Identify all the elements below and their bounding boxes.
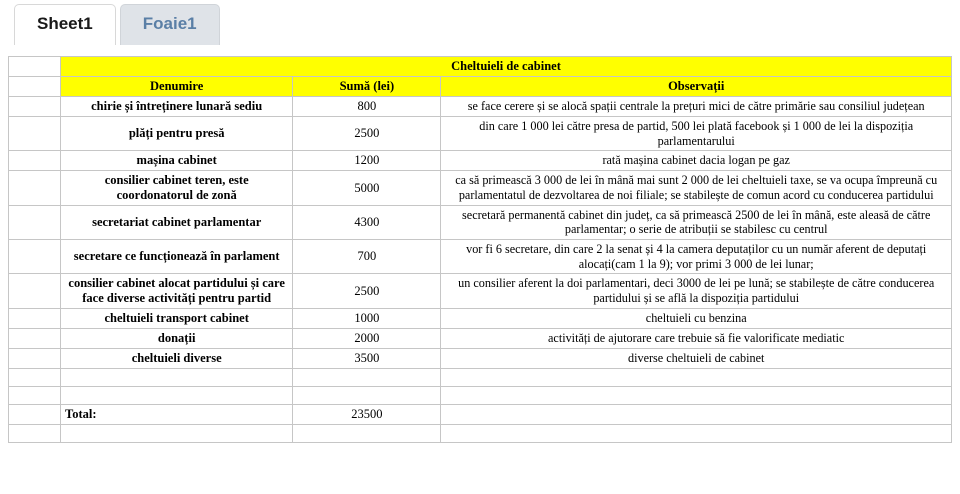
table-row[interactable] — [9, 117, 952, 151]
cell-sum[interactable]: 4300 — [293, 205, 441, 239]
cell-sum[interactable]: 2000 — [293, 328, 441, 348]
cell-name[interactable]: consilier cabinet teren, este coordonatorul de zonă — [61, 171, 293, 206]
tab-foaie1-label: Foaie1 — [142, 14, 197, 33]
cell-obs[interactable]: diverse cheltuieli de cabinet — [441, 348, 952, 368]
total-obs-cell[interactable] — [441, 404, 952, 424]
expenses-table — [8, 56, 952, 443]
row-gutter[interactable] — [9, 328, 61, 348]
cell-name[interactable]: consilier cabinet alocat partidului și care face diverse activități pentru partid — [61, 274, 293, 309]
cell-name[interactable]: secretariat cabinet parlamentar — [61, 205, 293, 239]
empty-cell[interactable] — [441, 424, 952, 442]
cell-obs[interactable]: cheltuieli cu benzina — [441, 308, 952, 328]
empty-cell[interactable] — [293, 386, 441, 404]
total-row[interactable] — [9, 404, 952, 424]
row-gutter[interactable] — [9, 151, 61, 171]
empty-cell[interactable] — [293, 368, 441, 386]
cell-name[interactable]: secretare ce funcționează în parlament — [61, 240, 293, 274]
table-title: Cheltuieli de cabinet — [61, 57, 952, 77]
table-row[interactable] — [9, 308, 952, 328]
table-row[interactable] — [9, 348, 952, 368]
empty-row[interactable] — [9, 368, 952, 386]
cell-obs[interactable]: vor fi 6 secretare, din care 2 la senat și 4 la camera deputaților cu un număr aferent de deputați alocați(cam 1 la 9); vor primi 3 000 de lei lunar; — [441, 240, 952, 274]
empty-cell[interactable] — [61, 368, 293, 386]
row-gutter[interactable] — [9, 386, 61, 404]
header-denumire: Denumire — [61, 77, 293, 97]
row-gutter[interactable] — [9, 368, 61, 386]
cell-sum[interactable]: 3500 — [293, 348, 441, 368]
cell-sum[interactable]: 1200 — [293, 151, 441, 171]
cell-sum[interactable]: 800 — [293, 97, 441, 117]
row-gutter[interactable] — [9, 97, 61, 117]
cell-sum[interactable]: 1000 — [293, 308, 441, 328]
row-gutter[interactable] — [9, 117, 61, 151]
tab-foaie1[interactable] — [120, 4, 220, 45]
row-gutter[interactable] — [9, 348, 61, 368]
empty-cell[interactable] — [293, 424, 441, 442]
cell-sum[interactable]: 700 — [293, 240, 441, 274]
cell-sum[interactable]: 5000 — [293, 171, 441, 206]
cell-obs[interactable]: un consilier aferent la doi parlamentari, deci 3000 de lei pe lună; se stabilește de către conducerea partidului și se află la dispoziția partidului — [441, 274, 952, 309]
empty-cell[interactable] — [61, 386, 293, 404]
total-label[interactable]: Total: — [61, 404, 293, 424]
row-gutter[interactable] — [9, 274, 61, 309]
tab-sheet1[interactable] — [14, 4, 116, 45]
table-row[interactable] — [9, 328, 952, 348]
table-row[interactable] — [9, 240, 952, 274]
header-observatii: Observații — [441, 77, 952, 97]
cell-obs[interactable]: din care 1 000 lei către presa de partid, 500 lei plată facebook și 1 000 de lei la dispoziția parlamentarului — [441, 117, 952, 151]
tab-sheet1-label: Sheet1 — [37, 14, 93, 33]
cell-obs[interactable]: ca să primească 3 000 de lei în mână mai sunt 2 000 de lei cheltuieli taxe, se va ocupa împreună cu parlamentatul de dezvoltarea de noi filiale; se stabilește de comun acord cu conducerea partidului — [441, 171, 952, 206]
cell-name[interactable]: donații — [61, 328, 293, 348]
row-gutter[interactable] — [9, 240, 61, 274]
table-row[interactable] — [9, 205, 952, 239]
table-title-row — [9, 57, 952, 77]
header-suma: Sumă (lei) — [293, 77, 441, 97]
empty-cell[interactable] — [61, 424, 293, 442]
cell-name[interactable]: cheltuieli diverse — [61, 348, 293, 368]
cell-obs[interactable]: activități de ajutorare care trebuie să fie valorificate mediatic — [441, 328, 952, 348]
cell-sum[interactable]: 2500 — [293, 117, 441, 151]
cell-sum[interactable]: 2500 — [293, 274, 441, 309]
total-value[interactable]: 23500 — [293, 404, 441, 424]
table-row[interactable] — [9, 274, 952, 309]
table-row[interactable] — [9, 171, 952, 206]
row-gutter[interactable] — [9, 171, 61, 206]
row-gutter[interactable] — [9, 77, 61, 97]
cell-obs[interactable]: rată mașina cabinet dacia logan pe gaz — [441, 151, 952, 171]
row-gutter[interactable] — [9, 404, 61, 424]
cell-name[interactable]: mașina cabinet — [61, 151, 293, 171]
sheet-tab-bar — [0, 0, 960, 46]
empty-cell[interactable] — [441, 386, 952, 404]
row-gutter[interactable] — [9, 205, 61, 239]
cell-obs[interactable]: secretară permanentă cabinet din județ, ca să primească 2500 de lei în mână, este aleasă de către parlamentar; o serie de atribuții se stabilesc cu centrul — [441, 205, 952, 239]
table-row[interactable] — [9, 151, 952, 171]
table-header-row — [9, 77, 952, 97]
cell-obs[interactable]: se face cerere și se alocă spații centrale la prețuri mici de către primărie sau consiliul județean — [441, 97, 952, 117]
row-gutter[interactable] — [9, 424, 61, 442]
sheet-grid[interactable] — [8, 56, 952, 443]
empty-row[interactable] — [9, 424, 952, 442]
cell-name[interactable]: chirie și întreținere lunară sediu — [61, 97, 293, 117]
cell-name[interactable]: plăți pentru presă — [61, 117, 293, 151]
empty-cell[interactable] — [441, 368, 952, 386]
row-gutter[interactable] — [9, 308, 61, 328]
row-gutter[interactable] — [9, 57, 61, 77]
table-row[interactable] — [9, 97, 952, 117]
empty-row[interactable] — [9, 386, 952, 404]
cell-name[interactable]: cheltuieli transport cabinet — [61, 308, 293, 328]
